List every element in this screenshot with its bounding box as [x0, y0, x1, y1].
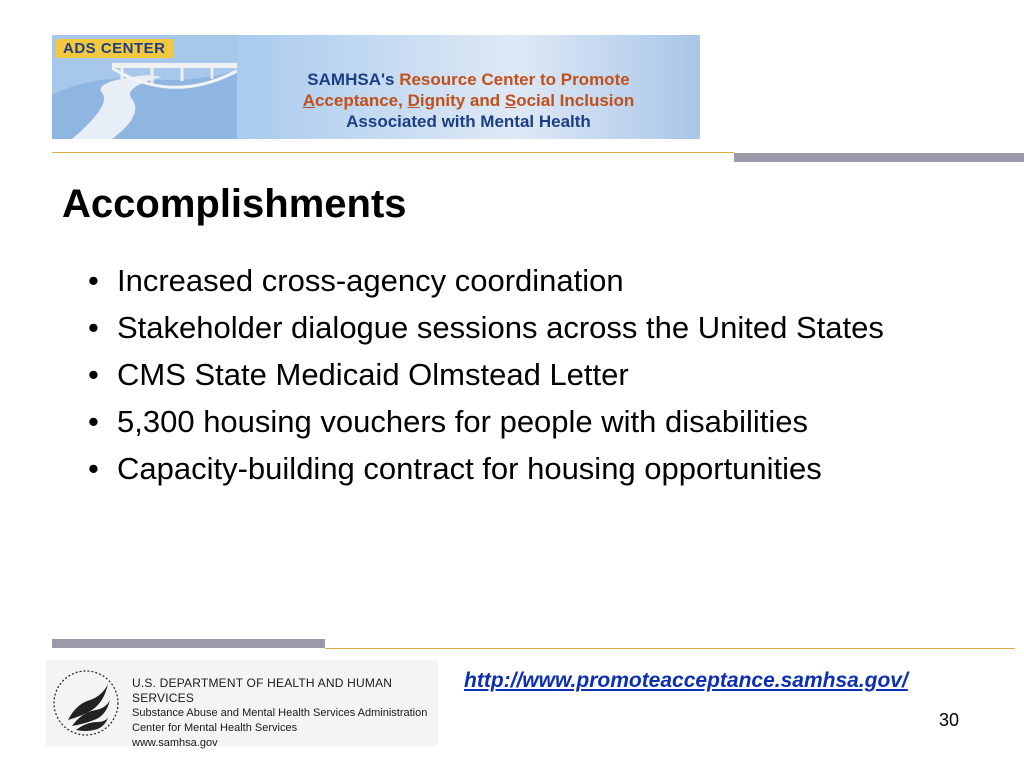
- bullet-item: [88, 309, 968, 347]
- banner-line-3: Associated with Mental Health: [346, 112, 591, 131]
- banner-title: [237, 69, 700, 132]
- slide-title: Accomplishments: [62, 182, 407, 226]
- banner-samhsa: SAMHSA's: [307, 70, 400, 89]
- banner-resource-center: Resource Center to Promote: [399, 70, 630, 89]
- hhs-samhsa: Substance Abuse and Mental Health Services Administration: [132, 707, 428, 719]
- ads-center-badge: ADS CENTER: [56, 39, 173, 58]
- hhs-logo-block: [46, 660, 438, 749]
- bullet-item: [88, 450, 968, 488]
- banner-letter-a: A: [302, 91, 315, 110]
- banner-text-panel: [237, 35, 700, 139]
- banner-dignity: ignity and: [419, 91, 505, 110]
- hhs-seal-icon: [46, 660, 126, 746]
- banner-line-1: [237, 69, 700, 90]
- promote-acceptance-link[interactable]: http://www.promoteacceptance.samhsa.gov/: [464, 669, 908, 692]
- bullet-item: [88, 403, 968, 441]
- bottom-divider-line: [325, 648, 1015, 649]
- bullet-text: CMS State Medicaid Olmstead Letter: [117, 357, 629, 392]
- hhs-text: [132, 676, 438, 751]
- bridge-illustration: [52, 35, 237, 139]
- bullet-dot: •: [88, 310, 99, 345]
- hhs-cmhs: Center for Mental Health Services: [132, 722, 298, 734]
- top-divider-bar: [734, 153, 1024, 162]
- banner-line-2: [237, 90, 700, 111]
- ads-center-banner: [52, 35, 700, 139]
- bullet-list: [88, 262, 968, 497]
- bullet-text: Stakeholder dialogue sessions across the United States: [117, 310, 884, 345]
- hhs-department: U.S. DEPARTMENT OF HEALTH AND HUMAN SERVICES: [132, 676, 393, 705]
- bullet-dot: •: [88, 404, 99, 439]
- bullet-item: [88, 356, 968, 394]
- top-divider-line: [52, 152, 734, 153]
- bullet-dot: •: [88, 357, 99, 392]
- bullet-dot: •: [88, 263, 99, 298]
- bullet-text: 5,300 housing vouchers for people with disabilities: [117, 404, 809, 439]
- banner-acceptance: cceptance,: [314, 91, 408, 110]
- bullet-text: Increased cross-agency coordination: [117, 263, 624, 298]
- page-number: 30: [939, 710, 960, 730]
- banner-letter-s: S: [504, 91, 517, 110]
- banner-social-inclusion: ocial Inclusion: [516, 91, 635, 110]
- banner-letter-d: D: [407, 91, 420, 110]
- bottom-divider-bar: [52, 639, 325, 648]
- bullet-dot: •: [88, 451, 99, 486]
- bullet-text: Capacity-building contract for housing opportunities: [117, 451, 822, 486]
- hhs-website: www.samhsa.gov: [132, 737, 218, 749]
- bullet-item: [88, 262, 968, 300]
